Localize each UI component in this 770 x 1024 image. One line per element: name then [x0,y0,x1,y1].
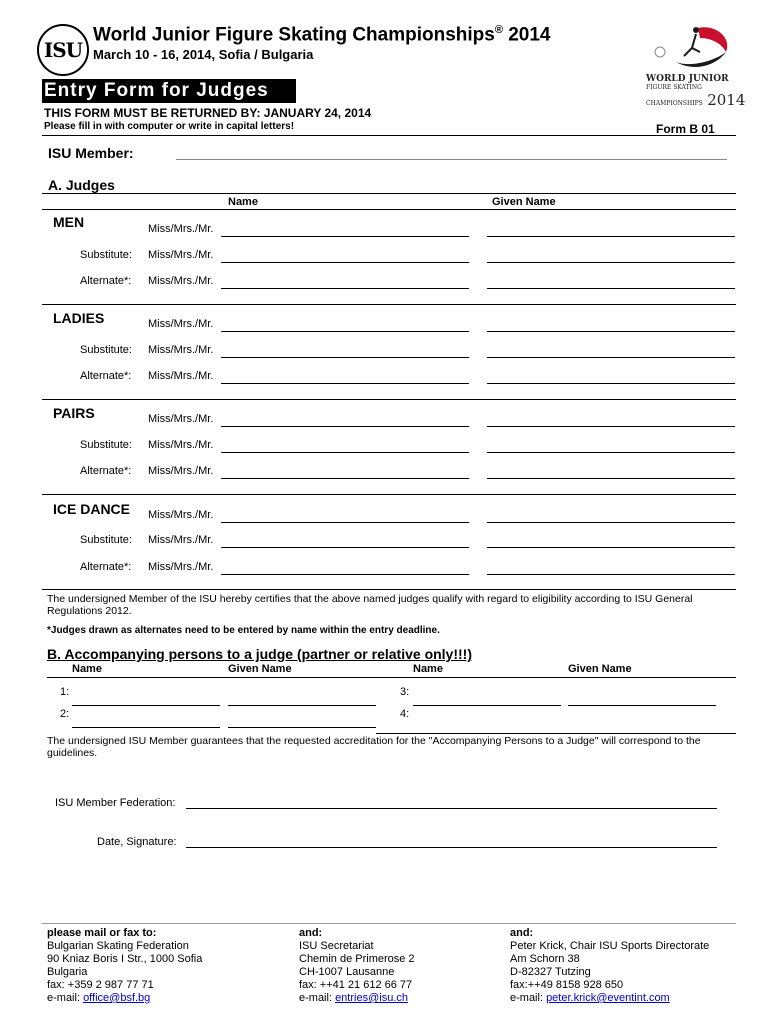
judge-given-name-field[interactable] [487,236,735,237]
category-men: MEN [53,214,85,230]
footer-line: Peter Krick, Chair ISU Sports Directorate [510,940,710,952]
category-divider [42,494,736,495]
judge-given-name-field[interactable] [487,331,735,332]
substitute-given-name-field[interactable] [487,357,735,358]
date-signature-label: Date, Signature: [97,836,177,848]
email-label: e-mail: [47,992,84,1004]
event-logo-year: 2014 [707,91,746,109]
salutation: Miss/Mrs./Mr. [148,249,214,261]
column-header-given-name: Given Name [228,663,292,675]
event-logo-line1: WORLD JUNIOR [646,74,729,84]
footer-heading: and: [510,927,534,939]
email-link[interactable]: entries@isu.ch [335,992,408,1004]
substitute-name-field[interactable] [221,547,469,548]
accompanying-name-field[interactable] [413,705,561,706]
isu-member-label: ISU Member: [48,145,134,161]
registered-mark: ® [494,24,503,36]
event-year: 2014 [508,24,551,46]
accompanying-given-name-field[interactable] [568,705,716,706]
event-logo [646,22,746,109]
alternate-label: Alternate*: [80,561,132,573]
footer-fax: fax: +359 2 987 77 71 [47,979,154,991]
email-link[interactable]: peter.krick@eventint.com [546,992,670,1004]
accompanying-given-name-field[interactable] [228,727,376,728]
header-divider [42,135,736,136]
event-logo-bottom [646,91,746,110]
footer-line: Bulgaria [47,966,88,978]
email-link[interactable]: office@bsf.bg [83,992,151,1004]
isu-member-field[interactable] [176,159,727,160]
instructions-text: Please fill in with computer or write in capital letters! [44,121,295,132]
column-header-name: Name [228,196,258,208]
substitute-label: Substitute: [80,249,132,261]
judge-name-field[interactable] [221,236,469,237]
salutation: Miss/Mrs./Mr. [148,439,214,451]
federation-label: ISU Member Federation: [55,797,176,809]
columns-rule [42,209,736,210]
salutation: Miss/Mrs./Mr. [148,465,214,477]
guarantee-text: The undersigned ISU Member guarantees that the requested accreditation for the "Accompanying Persons to a Judge" will correspond to the guidelines. [47,735,701,759]
salutation: Miss/Mrs./Mr. [148,223,214,235]
salutation: Miss/Mrs./Mr. [148,561,214,573]
event-subtitle: March 10 - 16, 2014, Sofia / Bulgaria [93,47,314,62]
accompanying-name-field[interactable] [72,727,220,728]
footer-column-krick [510,927,709,1005]
alternates-note: *Judges drawn as alternates need to be entered by name within the entry deadline. [47,625,440,636]
alternate-given-name-field[interactable] [487,288,735,289]
column-header-name-2: Name [413,663,443,675]
salutation: Miss/Mrs./Mr. [148,413,214,425]
salutation: Miss/Mrs./Mr. [148,344,214,356]
event-logo-line3: CHAMPIONSHIPS [646,100,703,107]
judge-given-name-field[interactable] [487,522,735,523]
form-title: Entry Form for Judges [44,80,269,101]
alternate-label: Alternate*: [80,275,132,287]
federation-field[interactable] [186,808,717,809]
accompanying-name-field[interactable] [72,705,220,706]
footer-line: 90 Kniaz Boris I Str., 1000 Sofia [47,953,203,965]
salutation: Miss/Mrs./Mr. [148,509,214,521]
date-signature-field[interactable] [186,847,717,848]
section-a-rule [42,193,736,194]
section-a-heading: A. Judges [48,177,115,193]
skater-icon [646,22,736,70]
judge-name-field[interactable] [221,522,469,523]
section-b-heading: B. Accompanying persons to a judge (partner or relative only!!!) [47,646,472,662]
footer-email-row [510,992,709,1005]
substitute-name-field[interactable] [221,262,469,263]
footer-email-row [47,992,202,1005]
isu-logo [37,24,89,76]
section-a-bottom-rule [42,589,736,590]
footer-fax: fax:++49 8158 928 650 [510,979,624,991]
substitute-label: Substitute: [80,344,132,356]
alternate-name-field[interactable] [221,288,469,289]
footer-line: Bulgarian Skating Federation [47,940,189,952]
footer-email-row [299,992,415,1005]
judge-name-field[interactable] [221,331,469,332]
footer-line: Chemin de Primerose 2 [299,953,415,965]
column-header-given-name-2: Given Name [568,663,632,675]
category-divider [42,399,736,400]
category-ice-dance: ICE DANCE [53,501,131,517]
event-title: World Junior Figure Skating Championships [93,24,495,46]
substitute-given-name-field[interactable] [487,262,735,263]
row-number-3: 3: [400,686,410,698]
form-number: Form B 01 [656,122,715,136]
footer-column-isu [299,927,415,1005]
column-header-given-name: Given Name [492,196,556,208]
substitute-given-name-field[interactable] [487,547,735,548]
row-number-2: 2: [60,708,70,720]
salutation: Miss/Mrs./Mr. [148,370,214,382]
salutation: Miss/Mrs./Mr. [148,534,214,546]
page-title [93,24,551,46]
section-b-header-rule [47,677,736,678]
alternate-name-field[interactable] [221,478,469,479]
event-logo-line2: FIGURE SKATING [646,84,702,91]
alternate-name-field[interactable] [221,383,469,384]
certification-text: The undersigned Member of the ISU hereby certifies that the above named judges qualify with regard to eligibility according to ISU General Regulations 2012. [47,593,693,617]
alternate-label: Alternate*: [80,465,132,477]
footer-line: Am Schorn 38 [510,953,580,965]
category-pairs: PAIRS [53,405,95,421]
alternate-name-field[interactable] [221,574,469,575]
footer-line: CH-1007 Lausanne [299,966,395,978]
alternate-label: Alternate*: [80,370,132,382]
row-number-4: 4: [400,708,410,720]
row-number-1: 1: [60,686,70,698]
footer-heading: and: [299,927,323,939]
footer-heading: please mail or fax to: [47,927,157,939]
column-header-name: Name [72,663,102,675]
judge-name-field[interactable] [221,426,469,427]
footer-column-federation [47,927,202,1005]
salutation: Miss/Mrs./Mr. [148,275,214,287]
substitute-given-name-field[interactable] [487,452,735,453]
alternate-given-name-field[interactable] [487,383,735,384]
judge-given-name-field[interactable] [487,426,735,427]
isu-logo-text: ISU [43,38,83,62]
substitute-name-field[interactable] [221,452,469,453]
category-divider [42,304,736,305]
salutation: Miss/Mrs./Mr. [148,318,214,330]
substitute-label: Substitute: [80,534,132,546]
footer-fax: fax: ++41 21 612 66 77 [299,979,413,991]
substitute-label: Substitute: [80,439,132,451]
substitute-name-field[interactable] [221,357,469,358]
alternate-given-name-field[interactable] [487,478,735,479]
email-label: e-mail: [510,992,547,1004]
email-label: e-mail: [299,992,336,1004]
form-title-banner [42,79,296,103]
accompanying-given-name-field[interactable] [228,705,376,706]
deadline-text: THIS FORM MUST BE RETURNED BY: JANUARY 24, 2014 [44,106,372,120]
section-b-bottom-rule [376,733,736,734]
alternate-given-name-field[interactable] [487,574,735,575]
footer-rule [42,923,736,924]
footer-line: D-82327 Tutzing [510,966,591,978]
category-ladies: LADIES [53,310,105,326]
footer-line: ISU Secretariat [299,940,374,952]
